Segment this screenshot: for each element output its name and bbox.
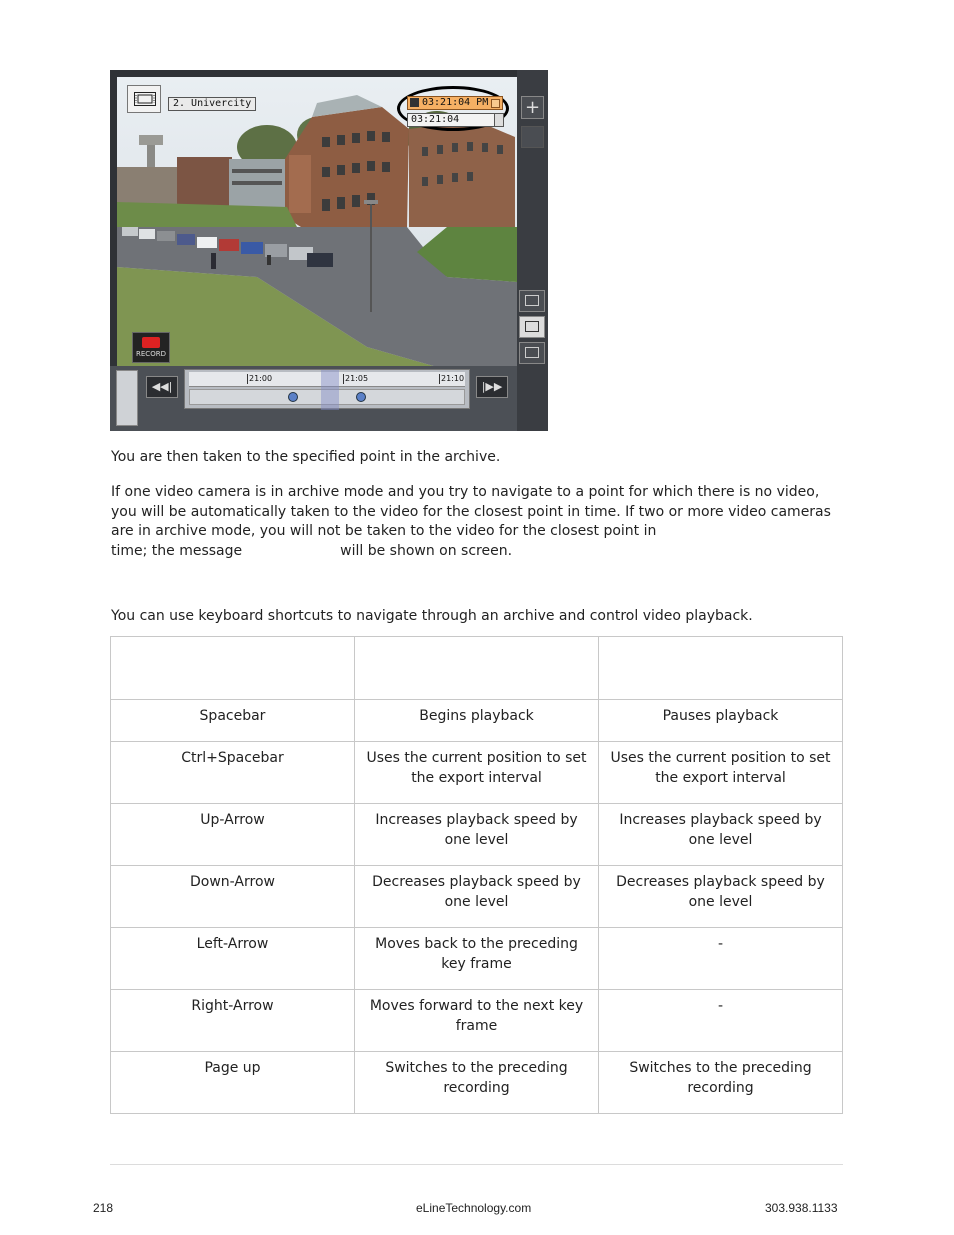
playing-action-cell: Pauses playback [599, 700, 843, 742]
key-cell: Left-Arrow [111, 928, 355, 990]
film-strip-icon [134, 92, 156, 106]
pause-icon [410, 98, 419, 107]
camera-name-label: 2. Univercity [168, 97, 256, 111]
paragraph-2-main: If one video camera is in archive mode and you try to navigate to a point for which there is no video, you will be automatically taken to the video for the closest point in time. If two or more video cameras are in archive mode, you will not be taken to the video for the closest point in [111, 484, 831, 539]
paused-action-cell: Switches to the preceding recording [355, 1052, 599, 1114]
tape-icon [525, 321, 539, 332]
playing-action-cell: Switches to the preceding recording [599, 1052, 843, 1114]
rewind-button[interactable]: ◀◀| [146, 376, 178, 398]
playing-action-cell: Decreases playback speed by one level [599, 866, 843, 928]
table-row [111, 866, 843, 928]
paused-action-cell: Decreases playback speed by one level [355, 866, 599, 928]
footer-phone: 303.938.1133 [765, 1201, 838, 1215]
shortcut-table [110, 636, 843, 1114]
table-row [111, 928, 843, 990]
playing-action-cell: Uses the current position to set the export interval [599, 742, 843, 804]
paused-action-cell: Moves forward to the next key frame [355, 990, 599, 1052]
key-cell: Down-Arrow [111, 866, 355, 928]
footer-website: eLineTechnology.com [416, 1201, 532, 1215]
playing-action-cell: - [599, 990, 843, 1052]
archive-button[interactable] [519, 316, 545, 338]
time-spinner[interactable] [494, 113, 504, 127]
next-event-icon[interactable] [356, 392, 366, 402]
key-cell: Page up [111, 1052, 355, 1114]
tick-label: 21:00 [249, 374, 273, 383]
eye-button[interactable] [519, 342, 545, 364]
timeline-cursor[interactable] [321, 370, 339, 410]
footer-divider [110, 1164, 843, 1165]
table-header-row [111, 637, 843, 700]
right-toolbar [517, 70, 548, 431]
record-button[interactable] [132, 332, 170, 363]
record-label: RECORD [136, 350, 166, 358]
tick-label: 21:10 [441, 374, 465, 383]
paragraph-3: You can use keyboard shortcuts to navigate through an archive and control video playback. [111, 608, 753, 624]
playing-action-cell: - [599, 928, 843, 990]
archive-player-screenshot [110, 70, 548, 431]
forward-button[interactable]: |▶▶ [476, 376, 508, 398]
table-row [111, 804, 843, 866]
header-cell [111, 637, 355, 700]
table-row [111, 742, 843, 804]
paragraph-2-tail-a: time; the message [111, 542, 243, 559]
paused-action-cell: Increases playback speed by one level [355, 804, 599, 866]
paused-action-cell: Begins playback [355, 700, 599, 742]
timestamp-text: 03:21:04 PM [422, 97, 489, 108]
time-input[interactable]: 03:21:04 [407, 113, 495, 127]
archive-timestamp[interactable] [407, 96, 503, 110]
dropdown-icon[interactable] [491, 99, 500, 108]
add-button[interactable]: + [521, 96, 544, 119]
key-cell: Spacebar [111, 700, 355, 742]
key-cell: Up-Arrow [111, 804, 355, 866]
paragraph-2-tail-b: will be shown on screen. [340, 542, 513, 559]
record-icon [142, 337, 160, 348]
header-cell [355, 637, 599, 700]
tick-label: 21:05 [345, 374, 369, 383]
table-row [111, 1052, 843, 1114]
toolbar-slot [521, 126, 544, 148]
playing-action-cell: Increases playback speed by one level [599, 804, 843, 866]
paragraph-1: You are then taken to the specified point in the archive. [111, 449, 501, 465]
paused-action-cell: Moves back to the preceding key frame [355, 928, 599, 990]
table-row [111, 700, 843, 742]
monitor-button[interactable] [519, 290, 545, 312]
page-number: 218 [93, 1201, 114, 1215]
monitor-icon [525, 295, 539, 306]
camera-badge[interactable] [127, 85, 161, 113]
timeline-hand-tool[interactable] [116, 370, 138, 426]
timeline-track[interactable] [184, 369, 470, 409]
key-cell: Right-Arrow [111, 990, 355, 1052]
header-cell [599, 637, 843, 700]
prev-event-icon[interactable] [288, 392, 298, 402]
eye-icon [525, 347, 539, 358]
playback-bar [110, 366, 517, 431]
table-row [111, 990, 843, 1052]
key-cell: Ctrl+Spacebar [111, 742, 355, 804]
paused-action-cell: Uses the current position to set the export interval [355, 742, 599, 804]
paragraph-2 [111, 483, 831, 561]
